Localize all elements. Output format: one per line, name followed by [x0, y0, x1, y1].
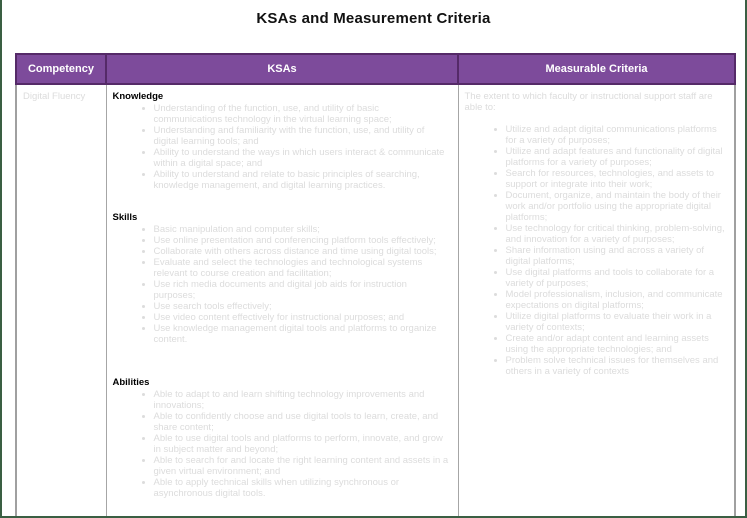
bullet-item: • Model professionalism, inclusion, and communicate expectations on digital platforms; [506, 289, 726, 311]
bullet-item: • Ability to understand the ways in which users interact & communicate within a digital space; and [154, 147, 449, 169]
bullet-item: • Utilize and adapt features and functionality of digital platforms for a variety of purposes; [506, 146, 726, 168]
bullet-item: • Utilize and adapt digital communications platforms for a variety of purposes; [506, 124, 726, 146]
criteria-list [465, 124, 730, 377]
criteria-intro: The extent to which faculty or instructional support staff are able to: [464, 91, 713, 113]
ksas-cell [106, 84, 458, 518]
bullet-item: • Able to search for and locate the right learning content and assets in a given virtual environment; and [154, 455, 449, 477]
bullet-item: • Ability to understand and relate to basic principles of searching, knowledge management, and digital learning practices. [154, 169, 449, 191]
abilities-heading: Abilities [112, 377, 150, 388]
bullet-item: • Collaborate with others across distance and time using digital tools; [154, 246, 449, 257]
bullet-item: • Understanding and familiarity with the function, use, and utility of digital learning tools; and [154, 125, 449, 147]
bullet-item: • Use digital platforms and tools to collaborate for a variety of purposes; [506, 267, 726, 289]
knowledge-list [113, 103, 453, 191]
bullet-item: • Share information using and across a variety of digital platforms; [506, 245, 726, 267]
bullet-item: • Use video content effectively for instructional purposes; and [154, 312, 449, 323]
bullet-item: • Use rich media documents and digital job aids for instruction purposes; [154, 279, 449, 301]
bullet-item: • Search for resources, technologies, and assets to support or integrate into their work; [506, 168, 726, 190]
bullet-item: • Understanding of the function, use, and utility of basic communications technology in the virtual learning space; [154, 103, 449, 125]
bullet-item: • Able to confidently choose and use digital tools to learn, create, and share content; [154, 411, 449, 433]
bullet-item: • Evaluate and select the technologies and technological systems relevant to course creation and facilitation; [154, 257, 449, 279]
skills-list [113, 224, 453, 345]
bullet-item: • Use knowledge management digital tools and platforms to organize content. [154, 323, 449, 345]
bullet-item: • Able to use digital tools and platforms to perform, innovate, and grow in subject matter and beyond; [154, 433, 449, 455]
bullet-item: • Able to adapt to and learn shifting technology improvements and innovations; [154, 389, 449, 411]
skills-section [113, 212, 453, 345]
bullet-item: • Document, organize, and maintain the body of their work and/or portfolio using the appropriate digital platforms; [506, 190, 726, 223]
bullet-item: • Use search tools effectively; [154, 301, 449, 312]
header-competency: Competency [16, 54, 106, 84]
bullet-item: • Problem solve technical issues for themselves and others in a variety of contexts [506, 355, 726, 377]
bullet-item: • Use technology for critical thinking, problem-solving, and innovation for a variety of purposes; [506, 223, 726, 245]
knowledge-heading: Knowledge [112, 91, 164, 102]
table-row [16, 84, 735, 518]
abilities-section [113, 377, 453, 499]
ksa-table [15, 53, 736, 518]
bullet-item: • Utilize digital platforms to evaluate their work in a variety of contexts; [506, 311, 726, 333]
competency-cell [16, 84, 106, 518]
knowledge-section [113, 91, 453, 191]
page-title: KSAs and Measurement Criteria [256, 10, 491, 27]
header-measurable-criteria: Measurable Criteria [458, 54, 735, 84]
bullet-item: • Use online presentation and conferencing platform tools effectively; [154, 235, 449, 246]
bullet-item: • Able to apply technical skills when utilizing synchronous or asynchronous digital tools. [154, 477, 449, 499]
measurable-criteria-cell [458, 84, 735, 518]
bullet-item: • Create and/or adapt content and learning assets using the appropriate technologies; and [506, 333, 726, 355]
skills-heading: Skills [112, 212, 138, 223]
abilities-list [113, 389, 453, 499]
bullet-item: • Basic manipulation and computer skills; [154, 224, 449, 235]
competency-label: Digital Fluency [23, 91, 86, 102]
header-row [16, 54, 735, 84]
header-ksas: KSAs [106, 54, 458, 84]
